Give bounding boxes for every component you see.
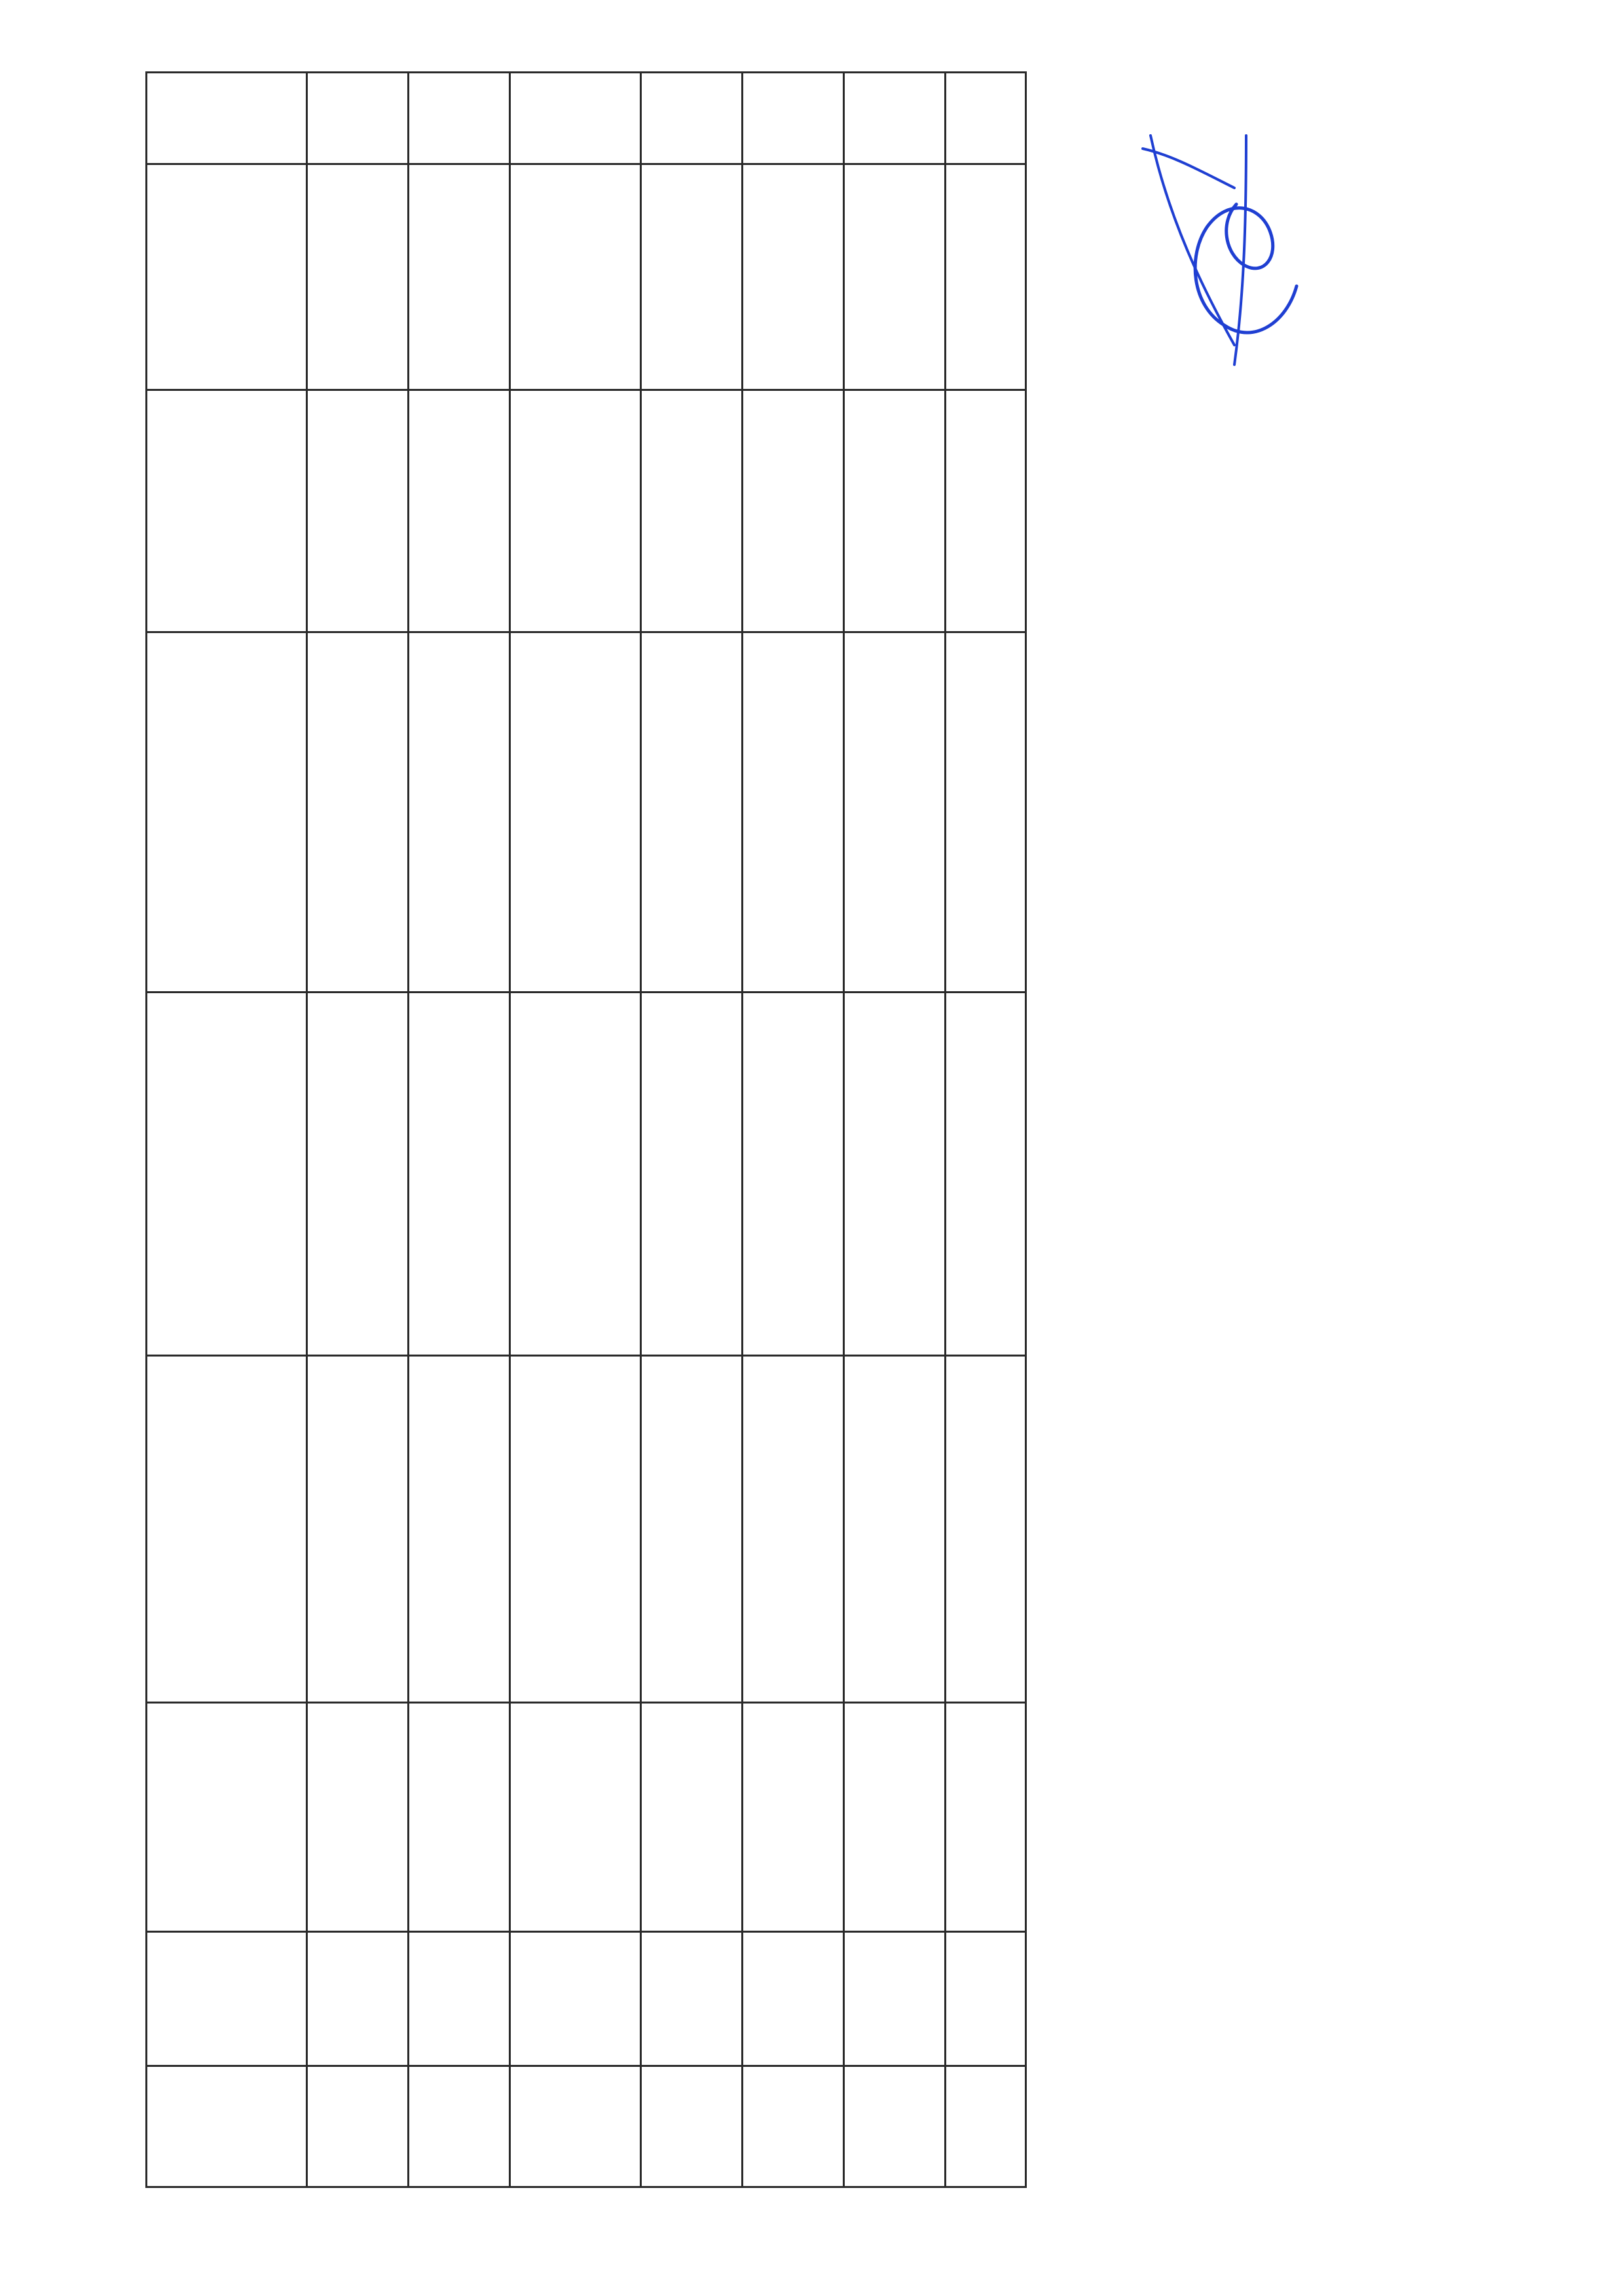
table-cell	[743, 1703, 844, 1932]
table-cell	[510, 2066, 641, 2187]
table-row	[307, 73, 409, 2187]
records-table	[145, 71, 1027, 2188]
table-cell	[743, 73, 844, 164]
table-cell	[641, 390, 743, 632]
table-cell	[409, 1703, 510, 1932]
header-cell	[147, 164, 307, 390]
table-cell	[510, 390, 641, 632]
header-cell	[147, 1703, 307, 1932]
header-cell	[147, 390, 307, 632]
table-row	[743, 73, 844, 2187]
table-cell	[743, 2066, 844, 2187]
table-row	[641, 73, 743, 2187]
table-cell	[307, 390, 409, 632]
table-row	[510, 73, 641, 2187]
table-cell	[510, 164, 641, 390]
table-cell	[844, 993, 946, 1356]
table-cell	[946, 1703, 1026, 1932]
table-cell	[743, 1356, 844, 1703]
table-cell	[307, 1932, 409, 2066]
table-header-row	[147, 73, 307, 2187]
header-cell	[147, 1356, 307, 1703]
table-cell	[409, 1356, 510, 1703]
table-cell	[510, 993, 641, 1356]
table-cell	[641, 1703, 743, 1932]
table-cell	[307, 993, 409, 1356]
table-cell	[946, 2066, 1026, 2187]
header-cell	[147, 2066, 307, 2187]
table-cell	[641, 632, 743, 993]
table-cell	[844, 1932, 946, 2066]
table-cell	[743, 632, 844, 993]
table-cell	[743, 1932, 844, 2066]
table-cell	[510, 1703, 641, 1932]
table-cell	[844, 1356, 946, 1703]
table-cell	[743, 390, 844, 632]
table-cell	[641, 993, 743, 1356]
table-cell	[409, 390, 510, 632]
table-cell	[641, 73, 743, 164]
table-cell	[641, 1356, 743, 1703]
table-cell	[510, 1932, 641, 2066]
handwritten-signature	[1038, 77, 1320, 384]
table-cell	[641, 164, 743, 390]
table-cell	[844, 632, 946, 993]
table-cell	[307, 1703, 409, 1932]
table-cell	[307, 164, 409, 390]
table-cell	[409, 632, 510, 993]
table-cell	[946, 1356, 1026, 1703]
table-cell	[307, 632, 409, 993]
table-cell	[307, 1356, 409, 1703]
table-cell	[946, 993, 1026, 1356]
table-row	[409, 73, 510, 2187]
table-cell	[743, 164, 844, 390]
header-cell	[147, 1932, 307, 2066]
table-cell	[641, 2066, 743, 2187]
table-cell	[409, 73, 510, 164]
table-cell	[307, 73, 409, 164]
table-cell	[844, 2066, 946, 2187]
table-cell	[510, 1356, 641, 1703]
table-cell	[844, 390, 946, 632]
signature-block	[1038, 64, 1581, 456]
table-cell	[743, 993, 844, 1356]
table-cell	[510, 73, 641, 164]
header-cell	[147, 993, 307, 1356]
table-cell	[946, 390, 1026, 632]
table-row	[844, 73, 946, 2187]
table-cell	[844, 1703, 946, 1932]
header-cell	[147, 632, 307, 993]
table-cell	[409, 1932, 510, 2066]
header-cell	[147, 73, 307, 164]
table-cell	[641, 1932, 743, 2066]
table-row	[946, 73, 1026, 2187]
table-cell	[946, 632, 1026, 993]
page-heading	[98, 73, 138, 2188]
table-cell	[409, 993, 510, 1356]
table-cell	[409, 2066, 510, 2187]
table-cell	[844, 164, 946, 390]
table-cell	[409, 164, 510, 390]
table-cell	[510, 632, 641, 993]
table-cell	[844, 73, 946, 164]
table-cell	[946, 1932, 1026, 2066]
table-cell	[307, 2066, 409, 2187]
table-cell	[946, 164, 1026, 390]
